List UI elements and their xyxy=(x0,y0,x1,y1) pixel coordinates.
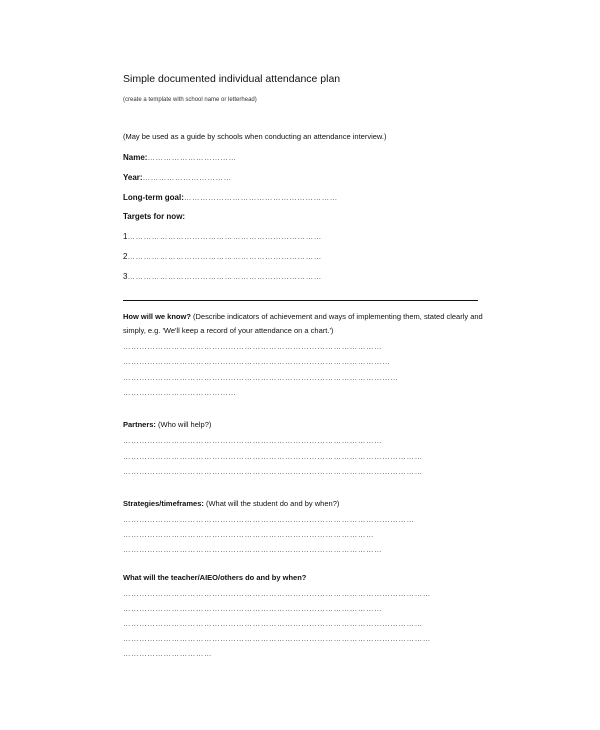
section-divider xyxy=(123,300,478,301)
partners-heading xyxy=(123,421,211,429)
answer-line: ………………………………………………………………………………………… xyxy=(123,373,399,382)
document-title: Simple documented individual attendance plan xyxy=(123,73,341,85)
how-know-heading xyxy=(123,313,483,321)
target-number: 3 xyxy=(123,272,128,281)
strategies-desc: (What will the student do and by when?) xyxy=(203,499,340,508)
name-fill: …………………………… xyxy=(147,153,237,162)
usage-note: (May be used as a guide by schools when conducting an attendance interview.) xyxy=(123,132,387,141)
answer-line: …………………………………………………………………………………… xyxy=(123,604,383,613)
how-know-label: How will we know? xyxy=(123,312,191,321)
answer-line: …………………………………………………………………………………… xyxy=(123,436,383,445)
answer-line: ……………………………………………………………………………………… xyxy=(123,357,391,366)
answer-line: …………………………………………………………………………………………………… xyxy=(123,589,431,598)
target-line-3 xyxy=(123,273,322,281)
teacher-heading: What will the teacher/AIEO/others do and by when? xyxy=(123,573,307,582)
year-label: Year: xyxy=(123,173,143,182)
answer-line: …………………………………………………………………………………… xyxy=(123,545,383,554)
answer-line: …………………………………………………………………………………………………… xyxy=(123,634,431,643)
target-number: 1 xyxy=(123,232,128,241)
year-fill: …………………………… xyxy=(142,173,232,182)
long-term-goal-fill: ………………………………………………… xyxy=(183,193,338,202)
target-fill: ……………………………………………………………… xyxy=(127,252,322,261)
strategies-label: Strategies/timeframes: xyxy=(123,499,204,508)
answer-line: …………………………………… xyxy=(123,388,237,397)
long-term-goal-label: Long-term goal: xyxy=(123,193,184,202)
answer-line: ………………………………………………………………………………………………… xyxy=(123,619,423,628)
answer-line: …………………………………………………………………………………… xyxy=(123,342,383,351)
target-fill: ……………………………………………………………… xyxy=(127,232,322,241)
long-term-goal-field xyxy=(123,194,338,202)
target-line-1 xyxy=(123,233,322,241)
answer-line: ………………………………………………………………………………………………… xyxy=(123,452,423,461)
name-label: Name: xyxy=(123,153,148,162)
strategies-heading xyxy=(123,500,339,508)
answer-line: ………………………………………………………………………………………………… xyxy=(123,467,423,476)
partners-label: Partners: xyxy=(123,420,156,429)
targets-label: Targets for now: xyxy=(123,212,186,221)
target-number: 2 xyxy=(123,252,128,261)
answer-line: ………………………………………………………………………………… xyxy=(123,530,375,539)
target-fill: ……………………………………………………………… xyxy=(127,272,322,281)
target-line-2 xyxy=(123,253,322,261)
name-field xyxy=(123,154,237,162)
partners-desc: (Who will help?) xyxy=(155,420,212,429)
answer-line: …………………………… xyxy=(123,649,213,658)
answer-line: ……………………………………………………………………………………………… xyxy=(123,515,415,524)
how-know-desc-2: simply, e.g. 'We'll keep a record of your attendance on a chart.') xyxy=(123,326,334,335)
year-field xyxy=(123,174,232,182)
how-know-desc: (Describe indicators of achievement and ways of implementing them, stated clearly and xyxy=(190,312,483,321)
document-subtitle: (create a template with school name or letterhead) xyxy=(123,97,257,103)
